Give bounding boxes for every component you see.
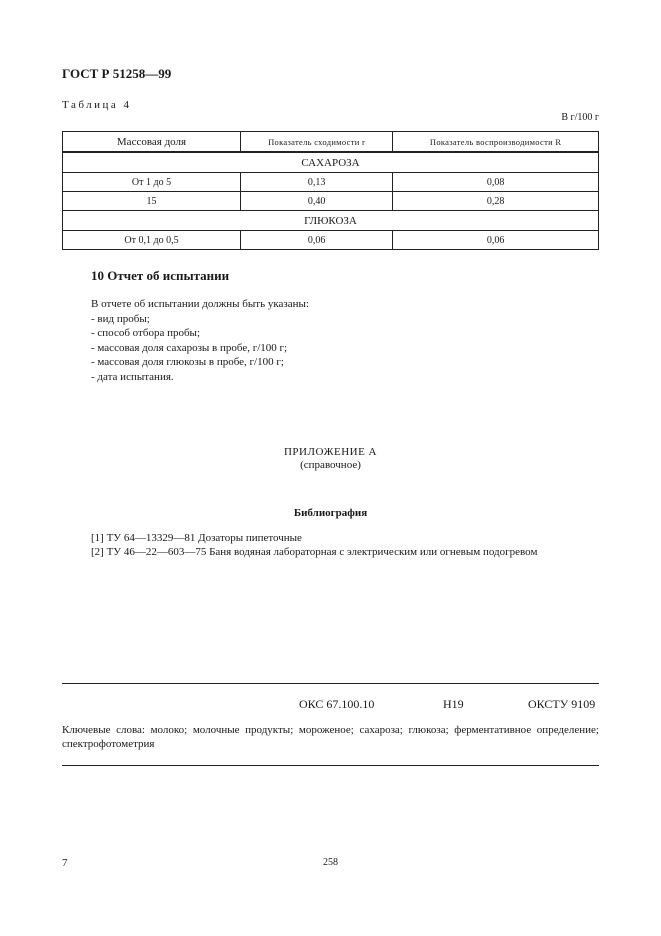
report-requirements-list	[91, 297, 309, 384]
list-item: [2] ТУ 46—22—603—75 Баня водяная лабораторная с электрическим или огневым подогревом	[91, 545, 538, 558]
table-cell: 15	[63, 192, 241, 211]
column-header: Показатель сходимости r	[241, 132, 393, 153]
table-label: Таблица 4	[62, 99, 132, 111]
section-title: 10 Отчет об испытании	[91, 268, 230, 283]
list-item: В отчете об испытании должны быть указаны:	[91, 298, 309, 310]
list-item: - массовая доля сахарозы в пробе, г/100 г;	[91, 341, 288, 354]
standard-code: ГОСТ Р 51258—99	[62, 66, 172, 81]
table-cell: 0,06	[241, 231, 393, 250]
table-units: В г/100 г	[561, 112, 599, 123]
appendix-subtitle: (справочное)	[300, 459, 361, 471]
list-item: - дата испытания.	[91, 370, 174, 383]
classification-code: Н19	[443, 697, 464, 711]
group-name: ГЛЮКОЗА	[63, 211, 599, 231]
list-item: - массовая доля глюкозы в пробе, г/100 г;	[91, 356, 284, 368]
keywords: Ключевые слова: молоко; молочные продукты; мороженое; сахароза; глюкоза; ферментативное определение; спектрофотометрия	[62, 724, 599, 750]
table-group-row	[63, 152, 599, 173]
table-cell: 0,08	[393, 173, 599, 192]
okstu-code: ОКСТУ 9109	[528, 697, 596, 711]
page-number-center: 258	[323, 857, 338, 868]
list-item: [1] ТУ 64—13329—81 Дозаторы пипеточные	[91, 532, 302, 544]
bibliography-list	[91, 532, 537, 559]
page-number-left: 7	[62, 857, 68, 869]
appendix-title: ПРИЛОЖЕНИЕ А	[283, 446, 377, 458]
footer-divider-top	[62, 683, 599, 684]
okc-code: ОКС 67.100.10	[299, 697, 375, 711]
table-cell: От 0,1 до 0,5	[63, 231, 241, 250]
table-cell: 0,06	[393, 231, 599, 250]
column-header: Массовая доля	[63, 132, 241, 153]
table-row	[63, 173, 599, 192]
bibliography-title: Библиография	[293, 507, 368, 519]
table-cell: 0,13	[241, 173, 393, 192]
table-cell: От 1 до 5	[63, 173, 241, 192]
group-name: САХАРОЗА	[63, 152, 599, 173]
table-group-row	[63, 211, 599, 231]
table-cell: 0,28	[393, 192, 599, 211]
column-header: Показатель воспроизводимости R	[393, 132, 599, 153]
table-row	[63, 192, 599, 211]
table-row	[63, 231, 599, 250]
precision-table	[62, 131, 599, 250]
list-item: - способ отбора пробы;	[91, 327, 201, 339]
list-item: - вид пробы;	[91, 312, 150, 325]
footer-divider-bottom	[62, 765, 599, 766]
table-header-row	[63, 132, 599, 153]
table-cell: 0,40	[241, 192, 393, 211]
